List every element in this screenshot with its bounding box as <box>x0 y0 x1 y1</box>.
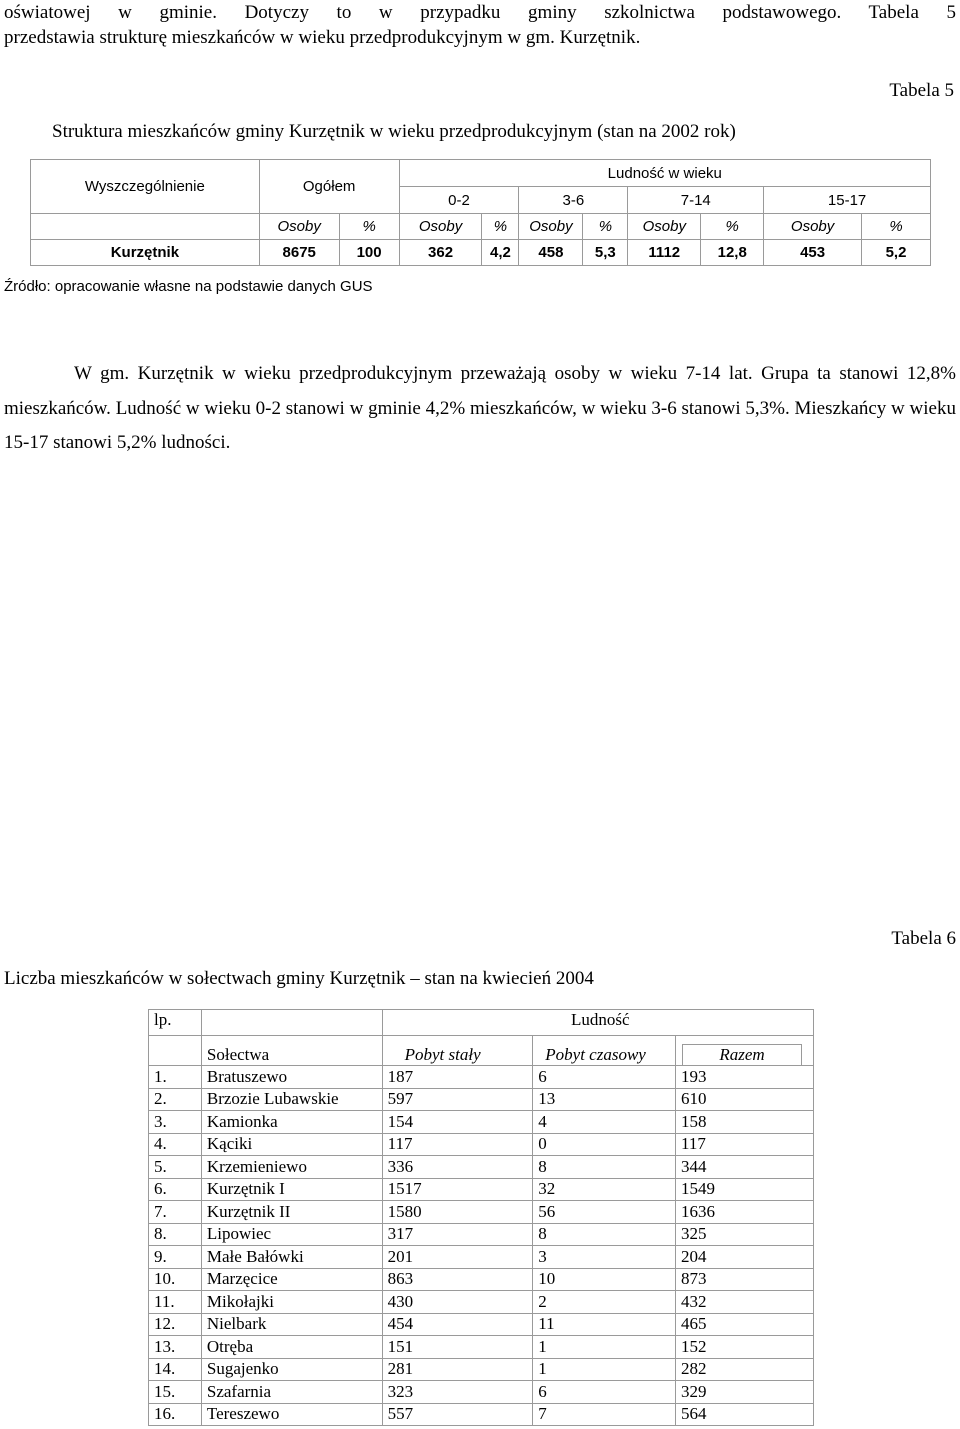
table5-sub-persons: Osoby <box>259 214 339 240</box>
table5-cell: 458 <box>519 240 583 266</box>
table5-row-name: Kurzętnik <box>31 240 260 266</box>
table6-cell-lp: 14. <box>149 1358 202 1381</box>
table5-sub-persons: Osoby <box>764 214 862 240</box>
table6-row <box>149 1381 814 1404</box>
table6-body <box>149 1066 814 1426</box>
table5-age-range: 0-2 <box>399 187 519 214</box>
table5-age-range: 3-6 <box>519 187 628 214</box>
table5-sub-percent: % <box>701 214 764 240</box>
table6-cell-lp: 10. <box>149 1268 202 1291</box>
table5-cell: 8675 <box>259 240 339 266</box>
body-paragraph-text: W gm. Kurzętnik w wieku przedprodukcyjnym przeważają osoby w wieku 7-14 lat. Grupa ta stanowi 12,8% mieszkańców. Ludność w wieku 0-2 stanowi w gminie 4,2% mieszkańców, w wieku 3-6 stanowi 5,3%. Mieszkańcy w wieku 15-17 stanowi 5,2% ludności. <box>4 363 956 453</box>
table6-cell-lp: 6. <box>149 1178 202 1201</box>
table6-cell-temp: 8 <box>533 1156 676 1179</box>
table5-cell: 5,2 <box>862 240 931 266</box>
table6-cell-total: 1636 <box>676 1201 814 1224</box>
table6-header-total-label: Razem <box>682 1044 802 1065</box>
table6-cell-total: 117 <box>676 1133 814 1156</box>
table5-sub-percent: % <box>583 214 628 240</box>
table6-cell-lp: 8. <box>149 1223 202 1246</box>
table6 <box>148 1009 814 1426</box>
table6-cell-name: Kurzętnik I <box>201 1178 382 1201</box>
table5-source: Źródło: opracowanie własne na podstawie danych GUS <box>4 278 373 295</box>
table6-row <box>149 1291 814 1314</box>
table5-header-age-group: Ludność w wieku <box>399 160 930 187</box>
table6-cell-lp: 13. <box>149 1336 202 1359</box>
table6-cell-total: 432 <box>676 1291 814 1314</box>
table6-cell-temp: 4 <box>533 1111 676 1134</box>
table5-cell: 362 <box>399 240 482 266</box>
table6-cell-perm: 151 <box>382 1336 533 1359</box>
table6-cell-lp: 11. <box>149 1291 202 1314</box>
table6-cell-temp: 1 <box>533 1336 676 1359</box>
table5-sub-persons: Osoby <box>399 214 482 240</box>
table5-sub-percent: % <box>339 214 399 240</box>
table6-row <box>149 1223 814 1246</box>
table6-cell-total: 1549 <box>676 1178 814 1201</box>
table6-cell-temp: 0 <box>533 1133 676 1156</box>
table6-cell-perm: 597 <box>382 1088 533 1111</box>
table6-cell-name: Kąciki <box>201 1133 382 1156</box>
table6-cell-perm: 201 <box>382 1246 533 1269</box>
table5-sub-persons: Osoby <box>519 214 583 240</box>
table6-cell-perm: 323 <box>382 1381 533 1404</box>
table6-cell-temp: 8 <box>533 1223 676 1246</box>
table6-row <box>149 1246 814 1269</box>
table6-cell-perm: 317 <box>382 1223 533 1246</box>
table6-cell-lp: 7. <box>149 1201 202 1224</box>
table6-cell-total: 465 <box>676 1313 814 1336</box>
table5-sub-persons: Osoby <box>628 214 701 240</box>
table6-cell-name: Kurzętnik II <box>201 1201 382 1224</box>
table6-cell-name: Krzemieniewo <box>201 1156 382 1179</box>
table6-cell-perm: 1580 <box>382 1201 533 1224</box>
table5-cell: 12,8 <box>701 240 764 266</box>
table6-label: Tabela 6 <box>891 928 956 949</box>
table6-cell-name: Nielbark <box>201 1313 382 1336</box>
table6-title: Liczba mieszkańców w sołectwach gminy Kurzętnik – stan na kwiecień 2004 <box>4 968 594 989</box>
table5-header-total: Ogółem <box>259 160 399 214</box>
table6-header-group: Ludność <box>382 1010 813 1036</box>
table6-cell-lp: 9. <box>149 1246 202 1269</box>
table6-cell-name: Mikołajki <box>201 1291 382 1314</box>
table5-sub-percent: % <box>862 214 931 240</box>
table6-cell-total: 158 <box>676 1111 814 1134</box>
table6-cell-perm: 117 <box>382 1133 533 1156</box>
table6-row <box>149 1066 814 1089</box>
table6-cell-total: 610 <box>676 1088 814 1111</box>
table6-cell-name: Szafarnia <box>201 1381 382 1404</box>
intro-text <box>4 0 956 50</box>
table6-cell-total: 282 <box>676 1358 814 1381</box>
table6-row <box>149 1156 814 1179</box>
table6-header-temp: Pobyt czasowy <box>533 1036 676 1066</box>
table5-age-range: 7-14 <box>628 187 764 214</box>
table5-header-spec: Wyszczególnienie <box>31 160 260 214</box>
table6-row <box>149 1313 814 1336</box>
table6-cell-temp: 6 <box>533 1066 676 1089</box>
table6-cell-name: Sugajenko <box>201 1358 382 1381</box>
intro-line-1: oświatowej w gminie. Dotyczy to w przypadku gminy szkolnictwa podstawowego. Tabela 5 <box>4 2 956 23</box>
table6-cell-perm: 1517 <box>382 1178 533 1201</box>
table5-age-range: 15-17 <box>764 187 931 214</box>
table6-cell-lp: 1. <box>149 1066 202 1089</box>
table5-cell: 1112 <box>628 240 701 266</box>
table5-empty-cell <box>31 214 260 240</box>
table6-header-total <box>676 1036 814 1066</box>
table6-cell-lp: 2. <box>149 1088 202 1111</box>
table6-header-name: Sołectwa <box>201 1036 382 1066</box>
table6-row <box>149 1403 814 1426</box>
table6-cell-name: Brzozie Lubawskie <box>201 1088 382 1111</box>
table6-cell-temp: 2 <box>533 1291 676 1314</box>
table5-cell: 5,3 <box>583 240 628 266</box>
table6-header-perm: Pobyt stały <box>382 1036 533 1066</box>
table6-cell-name: Marzęcice <box>201 1268 382 1291</box>
table5-sub-percent: % <box>482 214 519 240</box>
table6-cell-temp: 13 <box>533 1088 676 1111</box>
table6-cell-lp: 4. <box>149 1133 202 1156</box>
table6-cell-name: Lipowiec <box>201 1223 382 1246</box>
table6-cell-perm: 557 <box>382 1403 533 1426</box>
table6-cell-name: Tereszewo <box>201 1403 382 1426</box>
table6-cell-total: 193 <box>676 1066 814 1089</box>
table6-row <box>149 1201 814 1224</box>
table6-cell-perm: 454 <box>382 1313 533 1336</box>
table6-cell-total: 873 <box>676 1268 814 1291</box>
table6-cell-name: Kamionka <box>201 1111 382 1134</box>
table6-cell-temp: 32 <box>533 1178 676 1201</box>
table6-cell-perm: 863 <box>382 1268 533 1291</box>
table6-cell-temp: 3 <box>533 1246 676 1269</box>
table6-header-blank <box>201 1010 382 1036</box>
table6-cell-temp: 6 <box>533 1381 676 1404</box>
table6-cell-temp: 11 <box>533 1313 676 1336</box>
table5-cell: 4,2 <box>482 240 519 266</box>
table6-cell-total: 204 <box>676 1246 814 1269</box>
table6-cell-temp: 7 <box>533 1403 676 1426</box>
table6-cell-name: Małe Bałówki <box>201 1246 382 1269</box>
table6-row <box>149 1088 814 1111</box>
table6-cell-perm: 154 <box>382 1111 533 1134</box>
table6-header-blank <box>149 1036 202 1066</box>
table6-cell-total: 329 <box>676 1381 814 1404</box>
table6-row <box>149 1358 814 1381</box>
table5-cell: 100 <box>339 240 399 266</box>
table5-label: Tabela 5 <box>889 80 954 101</box>
table6-cell-name: Otręba <box>201 1336 382 1359</box>
table6-cell-name: Bratuszewo <box>201 1066 382 1089</box>
table5-title: Struktura mieszkańców gminy Kurzętnik w wieku przedprodukcyjnym (stan na 2002 rok) <box>52 121 736 142</box>
table6-cell-perm: 187 <box>382 1066 533 1089</box>
table5 <box>30 159 931 266</box>
table6-cell-perm: 281 <box>382 1358 533 1381</box>
table6-row <box>149 1133 814 1156</box>
table6-cell-lp: 16. <box>149 1403 202 1426</box>
table6-cell-lp: 12. <box>149 1313 202 1336</box>
table6-cell-lp: 5. <box>149 1156 202 1179</box>
table6-cell-temp: 10 <box>533 1268 676 1291</box>
table6-cell-total: 344 <box>676 1156 814 1179</box>
table6-cell-temp: 1 <box>533 1358 676 1381</box>
table6-cell-perm: 430 <box>382 1291 533 1314</box>
table6-row <box>149 1268 814 1291</box>
table6-cell-total: 564 <box>676 1403 814 1426</box>
table6-row <box>149 1336 814 1359</box>
table6-cell-total: 325 <box>676 1223 814 1246</box>
table6-cell-total: 152 <box>676 1336 814 1359</box>
table6-cell-perm: 336 <box>382 1156 533 1179</box>
table6-row <box>149 1111 814 1134</box>
table6-row <box>149 1178 814 1201</box>
table5-cell: 453 <box>764 240 862 266</box>
table6-cell-lp: 15. <box>149 1381 202 1404</box>
body-paragraph <box>4 357 956 461</box>
table6-cell-temp: 56 <box>533 1201 676 1224</box>
table6-cell-lp: 3. <box>149 1111 202 1134</box>
table6-header-lp: lp. <box>149 1010 202 1036</box>
intro-line-2: przedstawia strukturę mieszkańców w wieku przedprodukcyjnym w gm. Kurzętnik. <box>4 27 641 48</box>
